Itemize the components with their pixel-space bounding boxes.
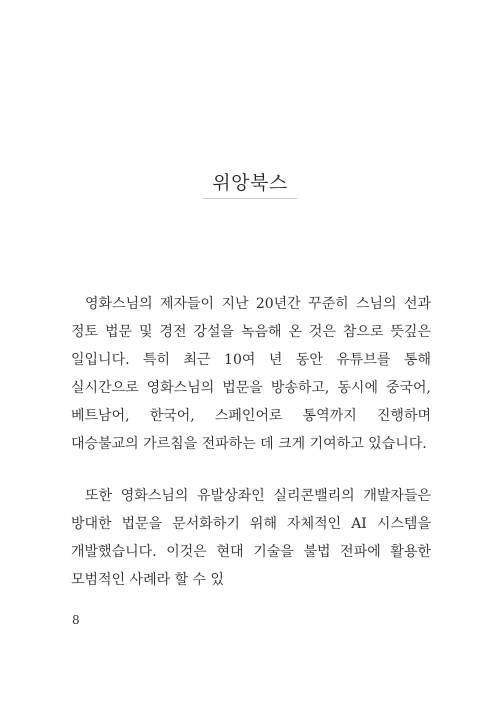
page-title: 위앙북스 (212, 172, 288, 194)
page-number: 8 (72, 613, 80, 627)
body-paragraph-2: 또한 영화스님의 유발상좌인 실리콘밸리의 개발자들은 방대한 법문을 문서화하기 위해 자체적인 AI 시스템을 개발했습니다. 이것은 현대 기술을 불법 전파에 활용한 모범적인 사례라 할 수 있 (71, 488, 431, 588)
body-paragraph-1: 영화스님의 제자들이 지난 20년간 꾸준히 스님의 선과 정토 법문 및 경전 강설을 녹음해 온 것은 참으로 뜻깊은 일입니다. 특히 최근 10여 년 동안 유튜브를 통해 실시간으로 영화스님의 법문을 방송하고, 동시에 중국어, 베트남어, 한국어, 스페인어로 통역까지 진행하며 대승불교의 가르침을 전파하는 데 크게 기여하고 있습니다. (71, 296, 431, 452)
title-divider (203, 198, 297, 199)
